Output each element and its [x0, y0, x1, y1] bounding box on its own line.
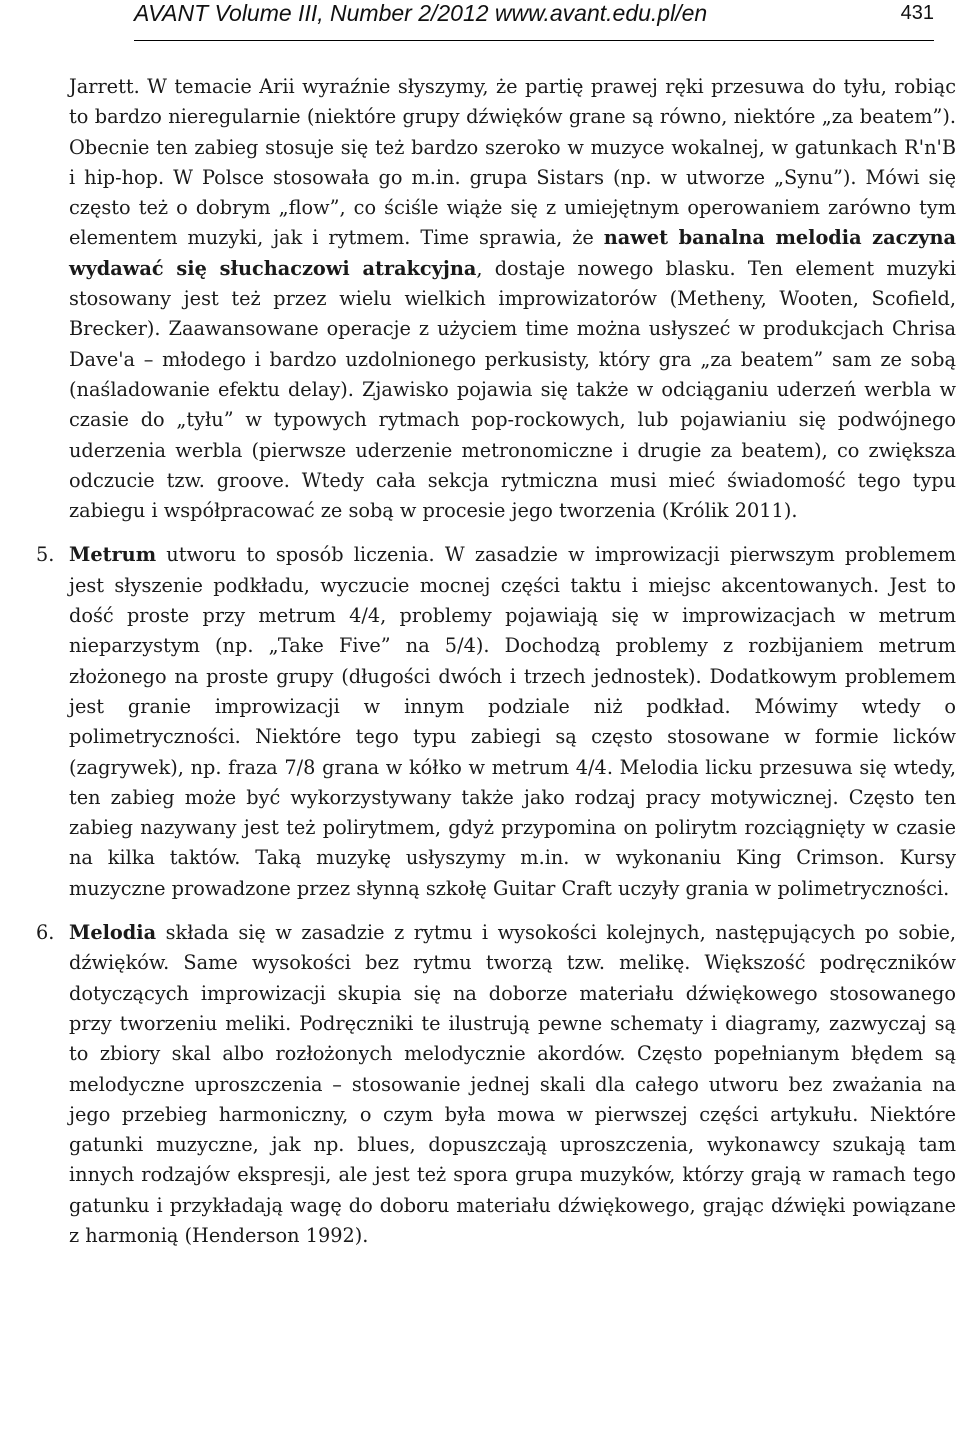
- list-item-term: Metrum: [69, 543, 157, 567]
- list-item-melodia: [0, 918, 960, 1251]
- intro-text-part-1: Jarrett. W temacie Arii wyraźnie słyszymy, że partię prawej ręki przesuwa do tyłu, robiąc to bardzo nieregularnie (niektóre grupy dźwięków grane są równo, niektóre „za beatem”). Obecnie ten zabieg stosuje się też bardzo szeroko w muzyce wokalnej, w gatunkach R'n'B i hip-hop. W Polsce stosowała go m.in. grupa Sistars (np. w utworze „Synu”). Mówi się często też o dobrym „flow”, co ściśle wiąże się z umiejętnym operowaniem zarówno tym elementem muzyki, jak i rytmem. Time sprawia, że: [69, 75, 956, 250]
- list-item-term: Melodia: [69, 921, 157, 945]
- list-item-text: utworu to sposób liczenia. W zasadzie w improwizacji pierwszym problemem jest słyszenie podkładu, wyczucie mocnej części taktu i miejsc akcentowanych. Jest to dość proste przy metrum 4/4, problemy pojawiają się w improwizacjach w metrum nieparzystym (np. „Take Five” na 5/4). Dochodzą problemy z rozbijaniem metrum złożonego na proste grupy (długości dwóch i trzech jednostek). Dodatkowym problemem jest granie improwizacji w innym podziale niż podkład. Mówimy wtedy o polimetryczności. Niektóre tego typu zabiegi są często stosowane w formie licków (zagrywek), np. fraza 7/8 grana w kółko w metrum 4/4. Melodia licku przesuwa się wtedy, ten zabieg może być wykorzystywany także jako rodzaj pracy motywicznej. Często ten zabieg nazywany jest też polirytmem, gdyż przypomina on polirytm rozciągnięty w czasie na kilka taktów. Taką muzykę usłyszymy m.in. w wykonaniu King Crimson. Kursy muzyczne prowadzone przez słynną szkołę Guitar Craft uczyły grania w polimetryczności.: [69, 543, 956, 900]
- intro-bold-phrase: nawet banalna melodia zaczyna wydawać się słuchaczowi atrakcyjna: [69, 226, 956, 280]
- intro-paragraph: [69, 72, 956, 526]
- list-item-paragraph: [69, 918, 956, 1251]
- list-item-paragraph: [69, 540, 956, 904]
- list-item-number: 5.: [36, 543, 55, 567]
- intro-text-part-2: , dostaje nowego blasku. Ten element muzyki stosowany jest też przez wielu wielkich improwizatorów (Metheny, Wooten, Scofield, Brecker). Zaawansowane operacje z użyciem time można usłyszeć w produkcjach Chrisa Dave'a – młodego i bardzo uzdolnionego perkusisty, który gra „za beatem” sam ze sobą (naśladowanie efektu delay). Zjawisko pojawia się także w odciąganiu uderzeń werbla w czasie do „tyłu” w typowych rytmach pop-rockowych, lub pojawianiu się podwójnego uderzenia werbla (pierwsze uderzenie metronomiczne i drugie za beatem), co zwiększa odczucie tzw. groove. Wtedy cała sekcja rytmiczna musi mieć świadomość tego typu zabiegu i współpracować ze sobą w procesie jego tworzenia (Królik 2011).: [69, 256, 956, 523]
- article-body: [0, 72, 960, 1251]
- list-item-text: składa się w zasadzie z rytmu i wysokości kolejnych, następujących po sobie, dźwięków. Same wysokości bez rytmu tworzą tzw. melikę. Większość podręczników dotyczących improwizacji skupia się na doborze materiału dźwiękowego stosowanego przy tworzeniu meliki. Podręczniki te ilustrują pewne schematy i diagramy, zazwyczaj są to zbiory skal albo rozłożonych melodycznie akordów. Często popełnianym błędem są melodyczne uproszczenia – stosowanie jednej skali dla całego utworu bez zważania na jego przebieg harmoniczny, o czym była mowa w pierwszej części artykułu. Niektóre gatunki muzyczne, jak np. blues, dopuszczają uproszczenia, wykonawcy szukają tam innych rodzajów ekspresji, ale jest też spora grupa muzyków, którzy grają w ramach tego gatunku i przykładają wagę do doboru materiału dźwiękowego, grając dźwięki powiązane z harmonią (Henderson 1992).: [69, 921, 956, 1247]
- page-header: [134, 0, 934, 41]
- journal-header-title: AVANT Volume III, Number 2/2012 www.avant.edu.pl/en: [134, 0, 708, 26]
- page-number: 431: [900, 2, 934, 24]
- list-item-metrum: [0, 540, 960, 904]
- list-item-number: 6.: [36, 921, 55, 945]
